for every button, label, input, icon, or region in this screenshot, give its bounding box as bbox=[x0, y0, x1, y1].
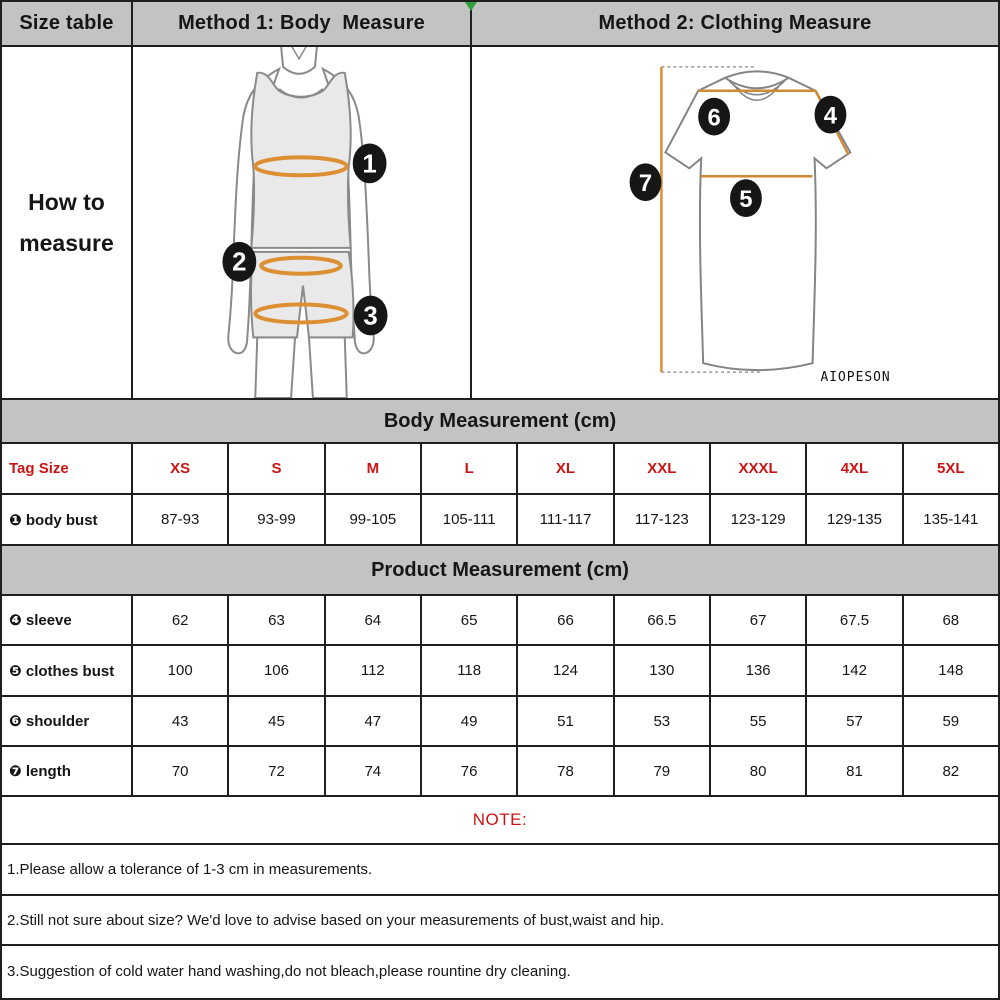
sleeve-l: 65 bbox=[422, 596, 518, 644]
length-row bbox=[2, 747, 998, 797]
shoulder-xl: 51 bbox=[518, 697, 614, 745]
sleeve-xl: 66 bbox=[518, 596, 614, 644]
length-xxl: 79 bbox=[615, 747, 711, 795]
marker-3-number: 3 bbox=[363, 302, 378, 331]
method2-header-cell bbox=[472, 2, 998, 45]
sleeve-m: 64 bbox=[326, 596, 422, 644]
size-col-xl: XL bbox=[518, 444, 614, 493]
shoulder-s: 45 bbox=[229, 697, 325, 745]
marker-7-icon bbox=[630, 163, 662, 201]
method2-label: Method 2: Clothing Measure bbox=[598, 12, 872, 34]
note-item-3: 3.Suggestion of cold water hand washing,do not bleach,please rountine dry cleaning. bbox=[7, 962, 571, 980]
green-corner-marker-icon bbox=[465, 2, 477, 11]
body-bust-5xl: 135-141 bbox=[923, 511, 979, 528]
size-table-header-cell bbox=[2, 2, 133, 45]
clothes-bust-xxl: 130 bbox=[615, 646, 711, 695]
clothes-bust-row bbox=[2, 646, 998, 697]
marker-1-icon bbox=[353, 143, 387, 183]
marker-2-number: 2 bbox=[232, 248, 247, 277]
product-measurement-title-label: Product Measurement (cm) bbox=[371, 558, 629, 581]
sleeve-xxxl: 67 bbox=[711, 596, 807, 644]
size-col-l: L bbox=[422, 444, 518, 493]
body-bust-xxxl: 123-129 bbox=[711, 495, 807, 544]
clothes-bust-s: 106 bbox=[229, 646, 325, 695]
clothes-bust-label: ❺ clothes bust bbox=[2, 646, 133, 695]
body-bust-xl: 111-117 bbox=[518, 495, 614, 544]
length-l: 76 bbox=[422, 747, 518, 795]
sleeve-row bbox=[2, 596, 998, 646]
shoulder-xs: 43 bbox=[133, 697, 229, 745]
length-m: 74 bbox=[326, 747, 422, 795]
how-to-measure-cell bbox=[2, 47, 133, 398]
size-col-xxl: XXL bbox=[615, 444, 711, 493]
clothes-bust-xl: 124 bbox=[518, 646, 614, 695]
note-item-1: 1.Please allow a tolerance of 1-3 cm in measurements. bbox=[2, 845, 998, 896]
tag-size-header: Tag Size bbox=[2, 444, 133, 493]
length-label: ❼ length bbox=[2, 747, 133, 795]
shoulder-xxxl: 55 bbox=[711, 697, 807, 745]
body-bust-4xl: 129-135 bbox=[807, 495, 903, 544]
note-title-row bbox=[2, 797, 998, 845]
clothes-bust-m: 112 bbox=[326, 646, 422, 695]
sleeve-5xl: 68 bbox=[942, 611, 960, 629]
note-title-label: NOTE: bbox=[472, 810, 528, 829]
body-measurement-section-title bbox=[2, 400, 998, 444]
brand-text: AIOPESON bbox=[820, 370, 891, 386]
body-measure-diagram-cell bbox=[133, 47, 472, 398]
method1-label: Method 1: Body Measure bbox=[178, 12, 425, 34]
sleeve-xxl: 66.5 bbox=[615, 596, 711, 644]
length-xs: 70 bbox=[133, 747, 229, 795]
body-measurement-title-label: Body Measurement (cm) bbox=[383, 409, 617, 432]
body-bust-m: 99-105 bbox=[326, 495, 422, 544]
body-bust-xs: 87-93 bbox=[133, 495, 229, 544]
shoulder-label: ❻ shoulder bbox=[2, 697, 133, 745]
how-to-line1: How to bbox=[28, 188, 105, 215]
sleeve-s: 63 bbox=[229, 596, 325, 644]
clothes-bust-5xl: 148 bbox=[938, 662, 964, 679]
size-col-4xl: 4XL bbox=[807, 444, 903, 493]
shoulder-xxl: 53 bbox=[615, 697, 711, 745]
body-figure-icon bbox=[133, 47, 470, 398]
sleeve-xs: 62 bbox=[133, 596, 229, 644]
shoulder-l: 49 bbox=[422, 697, 518, 745]
sleeve-4xl: 67.5 bbox=[807, 596, 903, 644]
body-bust-l: 105-111 bbox=[422, 495, 518, 544]
clothes-bust-l: 118 bbox=[422, 646, 518, 695]
note-item-2: 2.Still not sure about size? We'd love to advise based on your measurements of bust,waist and hip. bbox=[2, 896, 998, 946]
marker-3-icon bbox=[354, 296, 388, 336]
marker-6-icon bbox=[698, 98, 730, 136]
shoulder-5xl: 59 bbox=[942, 712, 960, 730]
clothes-bust-xs: 100 bbox=[133, 646, 229, 695]
tshirt-figure-icon bbox=[472, 47, 998, 398]
marker-6-number: 6 bbox=[707, 104, 721, 132]
size-col-m: M bbox=[326, 444, 422, 493]
length-xxxl: 80 bbox=[711, 747, 807, 795]
body-bust-label: ❶ body bust bbox=[2, 495, 133, 544]
marker-1-number: 1 bbox=[362, 150, 377, 179]
top-header-row bbox=[2, 2, 998, 47]
body-bust-s: 93-99 bbox=[229, 495, 325, 544]
length-5xl: 82 bbox=[942, 762, 960, 780]
shoulder-m: 47 bbox=[326, 697, 422, 745]
product-measurement-section-title bbox=[2, 546, 998, 596]
marker-4-icon bbox=[815, 96, 847, 134]
length-4xl: 81 bbox=[807, 747, 903, 795]
sleeve-label: ❹ sleeve bbox=[2, 596, 133, 644]
marker-2-icon bbox=[222, 242, 256, 282]
length-s: 72 bbox=[229, 747, 325, 795]
body-bust-xxl: 117-123 bbox=[615, 495, 711, 544]
clothes-bust-xxxl: 136 bbox=[711, 646, 807, 695]
clothes-bust-4xl: 142 bbox=[807, 646, 903, 695]
size-col-s: S bbox=[229, 444, 325, 493]
marker-4-number: 4 bbox=[823, 102, 838, 130]
body-bust-row bbox=[2, 495, 998, 546]
size-col-xxxl: XXXL bbox=[711, 444, 807, 493]
size-col-xs: XS bbox=[133, 444, 229, 493]
marker-5-number: 5 bbox=[739, 186, 753, 214]
illustration-row bbox=[2, 47, 998, 400]
marker-5-icon bbox=[730, 179, 762, 217]
length-xl: 78 bbox=[518, 747, 614, 795]
how-to-line2: measure bbox=[19, 229, 114, 256]
size-header-row bbox=[2, 444, 998, 495]
size-col-5xl: 5XL bbox=[937, 460, 965, 477]
clothing-measure-diagram-cell bbox=[472, 47, 998, 398]
shoulder-4xl: 57 bbox=[807, 697, 903, 745]
method1-header-cell bbox=[133, 2, 472, 45]
size-table-label: Size table bbox=[19, 12, 114, 34]
shoulder-row bbox=[2, 697, 998, 747]
marker-7-number: 7 bbox=[638, 170, 653, 198]
